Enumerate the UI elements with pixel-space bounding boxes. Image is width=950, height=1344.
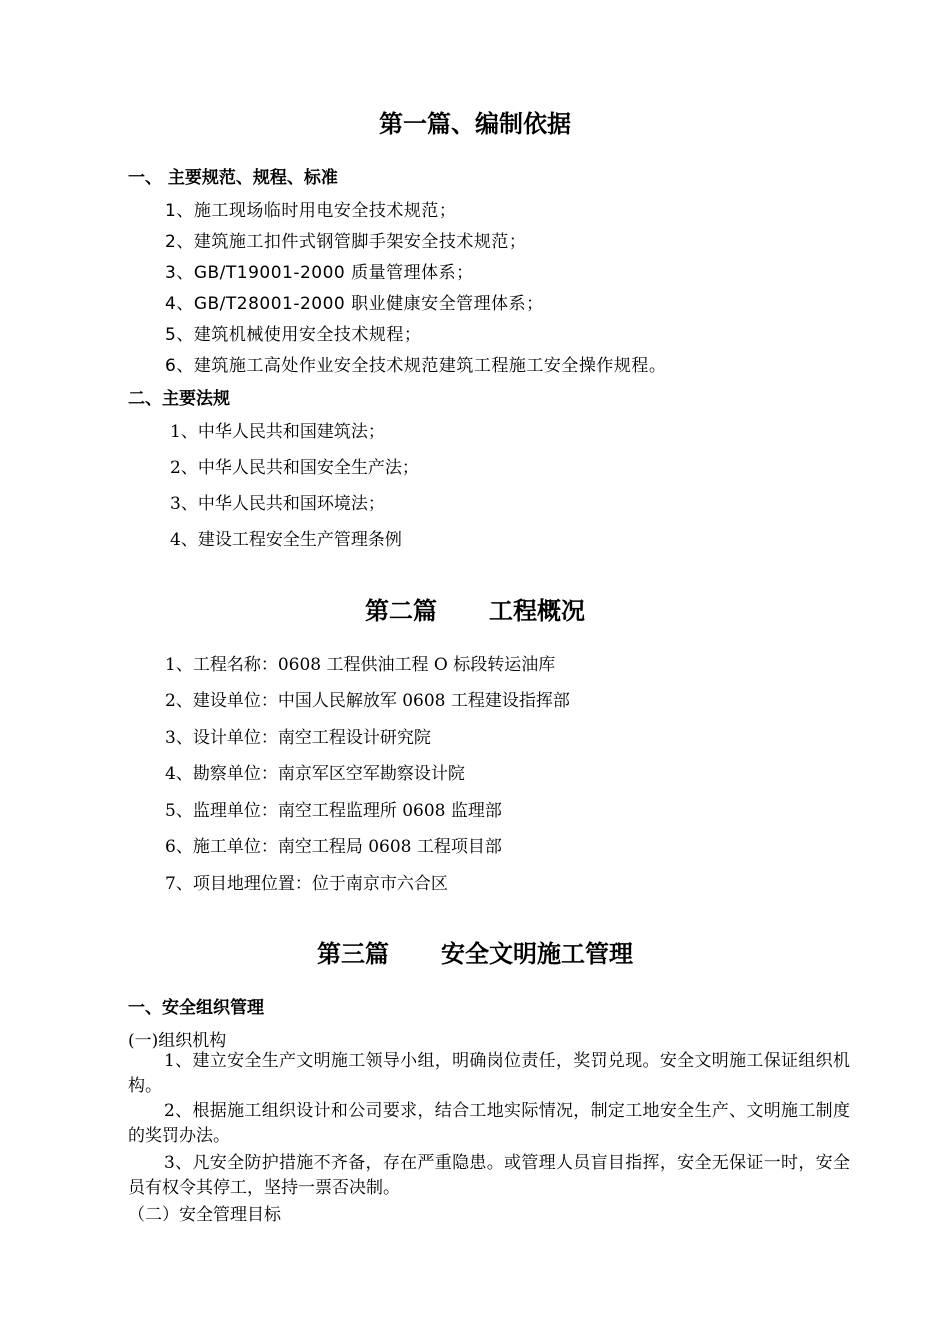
list-item: 5、监理单位：南空工程监理所 0608 监理部: [165, 801, 502, 821]
part3-title-number: 第三篇: [317, 940, 389, 968]
list-item: 4、勘察单位：南京军区空军勘察设计院: [165, 764, 465, 784]
list-item: 2、建设单位：中国人民解放军 0608 工程建设指挥部: [165, 691, 570, 711]
list-item: 5、建筑机械使用安全技术规程；: [165, 325, 422, 345]
part1-sec1-heading: 一、 主要规范、规程、标准: [128, 168, 338, 188]
part2-title-number: 第二篇: [365, 597, 437, 625]
paragraph: 1、建立安全生产文明施工领导小组，明确岗位责任，奖罚兑现。安全文明施工保证组织机构。: [128, 1051, 850, 1096]
part1-sec2-heading: 二、主要法规: [128, 389, 230, 409]
list-item: 6、施工单位：南空工程局 0608 工程项目部: [165, 837, 502, 857]
list-item: 4、建设工程安全生产管理条例: [170, 530, 402, 550]
list-item: 7、项目地理位置：位于南京市六合区: [165, 874, 448, 894]
list-item: 2、建筑施工扣件式钢管脚手架安全技术规范；: [165, 232, 527, 252]
list-item: 1、施工现场临时用电安全技术规范；: [165, 201, 457, 221]
list-item: 2、中华人民共和国安全生产法；: [170, 458, 419, 478]
list-item: 4、GB/T28001-2000 职业健康安全管理体系；: [165, 294, 544, 314]
paragraph: 3、凡安全防护措施不齐备，存在严重隐患。或管理人员盲目指挥，安全无保证一时，安全员有权令其停工，坚持一票否决制。: [128, 1153, 850, 1198]
part3-title-text: 安全文明施工管理: [441, 940, 633, 968]
part2-title: [0, 591, 950, 626]
list-item: 3、中华人民共和国环境法；: [170, 494, 385, 514]
list-item: 1、中华人民共和国建筑法；: [170, 422, 385, 442]
paragraph: 2、根据施工组织设计和公司要求，结合工地实际情况，制定工地安全生产、文明施工制度的奖罚办法。: [128, 1101, 850, 1146]
part3-title: [0, 934, 950, 969]
list-item: 3、设计单位：南空工程设计研究院: [165, 728, 431, 748]
subsection-heading: （二）安全管理目标: [128, 1205, 281, 1225]
list-item: 1、工程名称：0608 工程供油工程 O 标段转运油库: [165, 655, 556, 675]
list-item: 6、建筑施工高处作业安全技术规范建筑工程施工安全操作规程。: [165, 356, 667, 376]
subsection-heading: (一)组织机构: [128, 1031, 227, 1051]
part2-title-text: 工程概况: [489, 597, 585, 625]
part1-title: 第一篇、编制依据: [379, 110, 571, 138]
list-item: 3、GB/T19001-2000 质量管理体系；: [165, 263, 474, 283]
part3-sec1-heading: 一、安全组织管理: [128, 998, 264, 1018]
